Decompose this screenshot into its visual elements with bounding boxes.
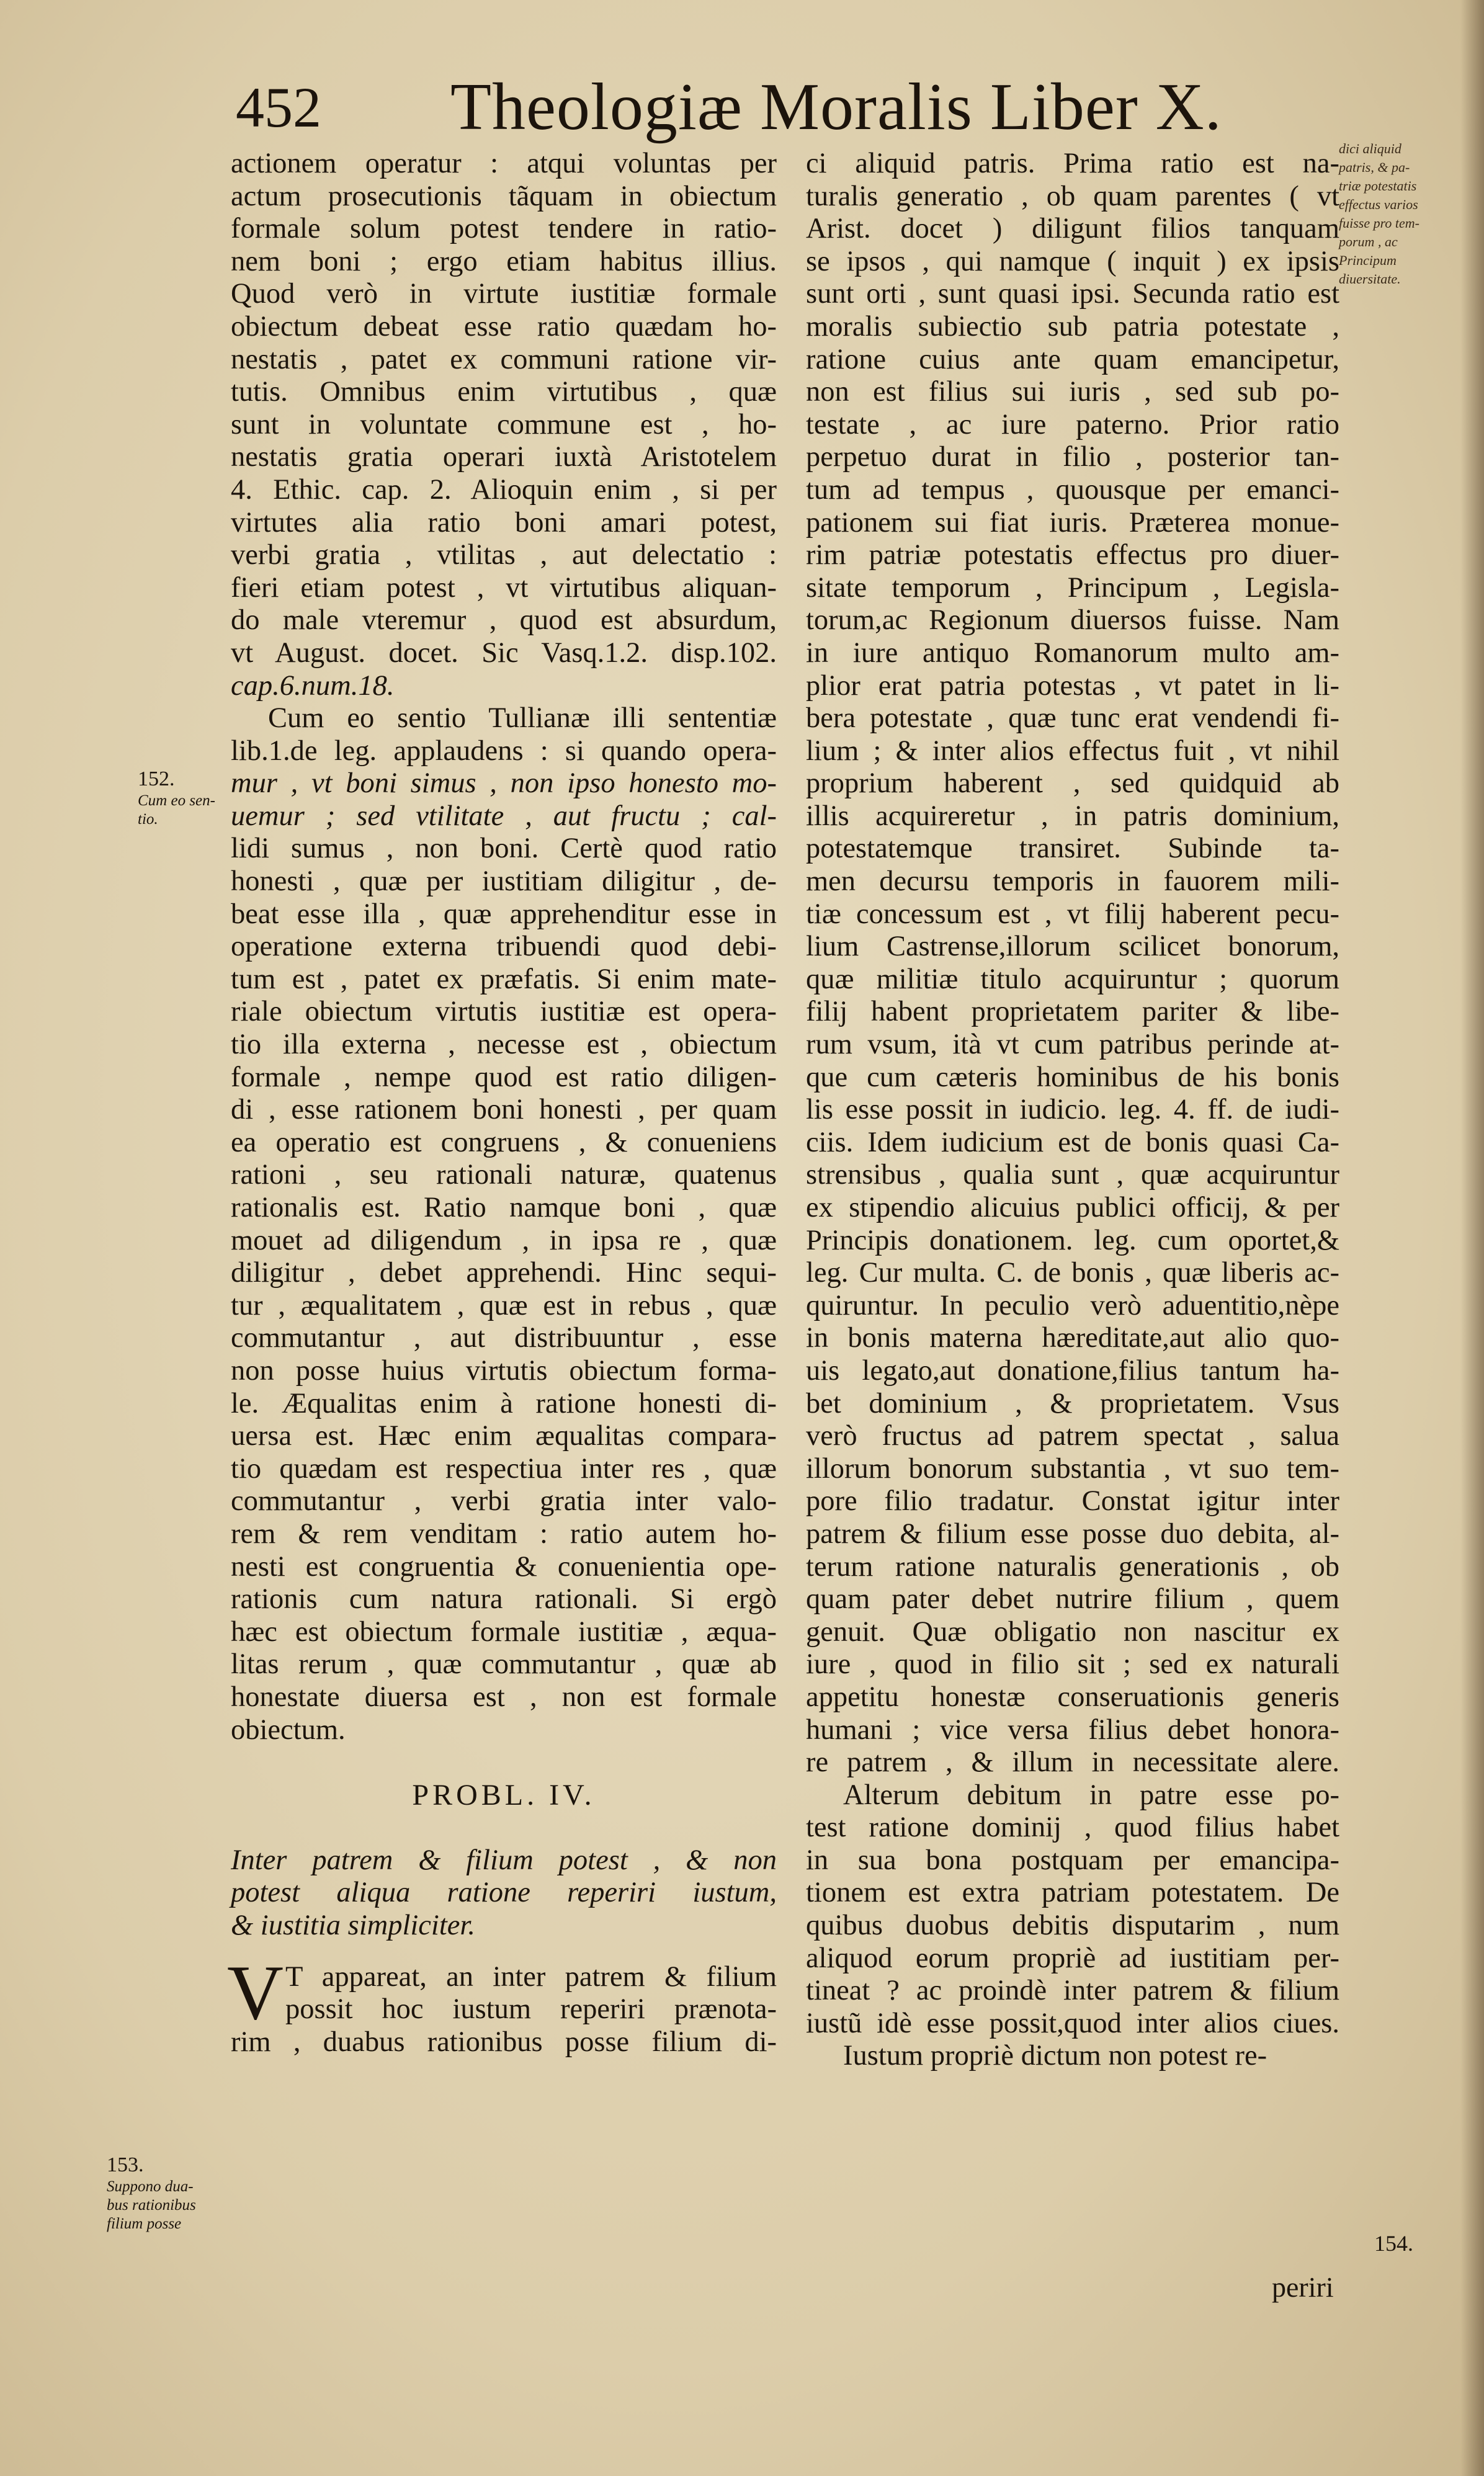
margin-note-153 [107,2153,231,2233]
text-line: obiectum debeat esse ratio quædam ho- [231,310,777,342]
text-line: nestatis , patet ex communi ratione vir- [231,343,777,375]
page-header [236,70,1290,144]
text-line: formale , nempe quod est ratio diligen- [231,1061,777,1093]
text-line: moralis subiectio sub patria potestate , [806,310,1339,342]
text-line: tio illa externa , necesse est , obiectum [231,1029,777,1061]
text-line: Quod verò in virtute iustitiæ formale [231,278,777,310]
text-line: nestatis gratia operari iuxtà Aristotelem [231,441,777,473]
text-line: sunt orti , sunt quasi ipsi. Secunda ratio est [806,278,1339,310]
text-line: in sua bona postquam per emancipa- [806,1844,1339,1876]
text-line: possit hoc iustum reperiri prænota- [285,1993,777,2026]
page-gutter-shadow [1460,0,1484,2476]
text-line: filij habent proprietatem pariter & libe- [806,996,1339,1028]
spacer [231,1746,777,1779]
text-line: pore filio tradatur. Constat igitur inter [806,1485,1339,1517]
section-heading: PROBL. IV. [412,1778,596,1812]
text-line: patrem & filium esse posse duo debita, al- [806,1517,1339,1550]
text-line: commutantur , verbi gratia inter valo- [231,1485,777,1517]
text-line: riale obiectum virtutis iustitiæ est opera- [231,996,777,1028]
margin-note-154-number: 154. [1374,2231,1413,2256]
text-line: formale solum potest tendere in ratio- [231,213,777,245]
text-line: tiæ concessum est , vt filij haberent pecu- [806,898,1339,930]
text-line: bet dominium , & proprietatem. Vsus [806,1387,1339,1419]
text-line: turalis generatio , ob quam parentes ( vt [806,180,1339,212]
text-line: ratione cuius ante quam emancipetur, [806,343,1339,375]
text-line: Arist. docet ) diligunt filios tanquam [806,213,1339,245]
text-line: operatione externa tribuendi quod debi- [231,931,777,963]
text-line: in bonis materna hæreditate,aut alio quo- [806,1322,1339,1354]
text-line: cap.6.num.18. [231,669,395,702]
text-line: terum ratione naturalis generationis , ob [806,1550,1339,1583]
text-line: Alterum debitum in patre esse po- [843,1779,1339,1811]
text-line: Principis donationem. leg. cum oportet,& [806,1224,1339,1256]
text-line: uemur ; sed vtilitate , aut fructu ; cal- [231,800,777,832]
text-line: fieri etiam potest , vt virtutibus aliquan- [231,571,777,604]
text-line: re patrem , & illum in necessitate alere. [806,1746,1339,1779]
text-line: nem boni ; ergo etiam habitus illius. [231,245,777,277]
margin-note-152 [138,767,225,829]
text-line: tutis. Omnibus enim virtutibus , quæ [231,376,777,408]
margin-note-line: patris, & pa- [1339,159,1410,175]
text-line: quam pater debet nutrire filium , quem [806,1583,1339,1616]
text-line: sunt in voluntate commune est , ho- [231,408,777,440]
text-line: do male vteremur , quod est absurdum, [231,604,777,637]
text-line: virtutes alia ratio boni amari potest, [231,506,777,539]
text-line: tur , æqualitatem , quæ est in rebus , quæ [231,1289,777,1321]
text-line: obiectum. [231,1714,346,1746]
text-line: genuit. Quæ obligatio non nascitur ex [806,1616,1339,1648]
text-line: hæc est obiectum formale iustitiæ , æqua- [231,1616,777,1648]
margin-note-line: Principum [1339,253,1397,268]
text-line: illorum bonorum substantia , vt suo tem- [806,1452,1339,1485]
text-line: le. Æqualitas enim à ratione honesti di- [231,1387,777,1419]
text-line: plior erat patria potestas , vt patet in li- [806,669,1339,702]
text-line: beat esse illa , quæ apprehenditur esse in [231,898,777,930]
text-line: non posse huius virtutis obiectum forma- [231,1354,777,1387]
text-line: tio quædam est respectiua inter res , quæ [231,1452,777,1485]
text-line: tum ad tempus , quousque per emanci- [806,473,1339,506]
margin-note-line: bus rationibus [107,2197,196,2214]
text-line: bera potestate , quæ tunc erat vendendi fi- [806,702,1339,735]
text-line: uis legato,aut donatione,filius tantum ha- [806,1354,1339,1387]
text-line: perpetuo durat in filio , posterior tan- [806,441,1339,473]
text-line: rationi , seu rationali naturæ, quatenus [231,1159,777,1191]
text-line: lib.1.de leg. applaudens : si quando opera- [231,735,777,767]
text-line: sitate temporum , Principum , Legisla- [806,571,1339,604]
section-title-line: & iustitia simpliciter. [231,1910,475,1942]
text-line: lium Castrense,illorum scilicet bonorum, [806,931,1339,963]
text-line: honestate diuersa est , non est formale [231,1681,777,1713]
text-line: litas rerum , quæ commutantur , quæ ab [231,1648,777,1681]
text-line: verbi gratia , vtilitas , aut delectatio : [231,539,777,571]
right-column [806,148,1339,2073]
text-line: Iustum propriè dictum non potest re- [843,2040,1267,2072]
text-line: rim patriæ potestatis effectus pro diuer- [806,539,1339,571]
text-line: Cum eo sentio Tullianæ illi sententiæ [268,702,777,735]
text-line: diligitur , debet apprehendi. Hinc sequi- [231,1257,777,1289]
text-line: pationem sui fiat iuris. Præterea monue- [806,506,1339,539]
margin-note-line: porum , ac [1339,234,1398,249]
margin-note-line: filium posse [107,2215,182,2232]
text-line: tum est , patet ex præfatis. Si enim mate- [231,963,777,995]
text-line: leg. Cur multa. C. de bonis , quæ liberis ac- [806,1257,1339,1289]
text-line: ci aliquid patris. Prima ratio est na- [806,148,1339,179]
text-line: potestatemque transiret. Subinde ta- [806,833,1339,865]
text-line: actionem operatur : atqui voluntas per [231,148,777,179]
spacer [231,1812,777,1844]
text-line: nesti est congruentia & conuenientia ope- [231,1550,777,1583]
text-line: vt August. docet. Sic Vasq.1.2. disp.102. [231,637,777,669]
text-line: aliquod eorum propriè ad iustitiam per- [806,1942,1339,1974]
text-line: actum prosecutionis tãquam in obiectum [231,180,777,212]
text-line: ea operatio est congruens , & conueniens [231,1126,777,1158]
text-line: ex stipendio alicuius publici officij, & per [806,1192,1339,1223]
text-line: di , esse rationem boni honesti , per quam [231,1094,777,1126]
text-line: strensibus , qualia sunt , quæ acquiruntur [806,1159,1339,1191]
text-line: uersa est. Hæc enim æqualitas compara- [231,1420,777,1452]
text-line: non est filius sui iuris , sed sub po- [806,376,1339,408]
text-line: mouet ad diligendum , in ipsa re , quæ [231,1224,777,1256]
margin-note-line: triæ potestatis [1339,178,1417,194]
text-line: iustũ idè esse possit,quod inter alios ciues. [806,2007,1339,2039]
text-line: commutantur , aut distribuuntur , esse [231,1322,777,1354]
spacer [231,1942,777,1961]
text-line: honesti , quæ per iustitiam diligitur , de- [231,865,777,898]
margin-note-line: diuersitate. [1339,271,1401,287]
text-line: proprium haberent , sed quidquid ab [806,767,1339,800]
text-line: tineat ? ac proindè inter patrem & filium [806,1975,1339,2007]
section-title-line: potest aliqua ratione reperiri iustum, [231,1877,777,1909]
text-line: quiruntur. In peculio verò aduentitio,nèpe [806,1289,1339,1321]
text-line: rim , duabus rationibus posse filium di- [231,2026,777,2058]
text-line: humani ; vice versa filius debet honora- [806,1714,1339,1746]
text-line: se ipsos , qui namque ( inquit ) ex ipsis [806,245,1339,277]
text-line: in iure antiquo Romanorum multo am- [806,637,1339,669]
text-line: 4. Ethic. cap. 2. Alioquin enim , si per [231,473,777,506]
left-column [227,148,777,2058]
text-line: que cum cæteris hominibus de his bonis [806,1061,1339,1093]
text-line: mur , vt boni simus , non ipso honesto mo- [231,767,777,800]
text-line: quæ militiæ titulo acquiruntur ; quorum [806,963,1339,995]
text-line: rum vsum, ità vt cum patribus perinde at- [806,1029,1339,1061]
text-line: lis esse possit in iudicio. leg. 4. ff. de iudi- [806,1094,1339,1126]
text-line: verò fructus ad patrem spectat , salua [806,1420,1339,1452]
running-title: Theologiæ Moralis Liber X. [450,70,1222,144]
margin-note-line: effectus varios [1339,197,1418,212]
text-line: rem & rem venditam : ratio autem ho- [231,1517,777,1550]
text-line: rationis cum natura rationali. Si ergò [231,1583,777,1616]
page-number: 452 [236,76,321,139]
margin-note-line: fuisse pro tem- [1339,215,1419,231]
margin-note-line: dici aliquid [1339,141,1401,156]
text-line: tionem est extra patriam potestatem. De [806,1877,1339,1909]
catchword: periri [1272,2271,1334,2303]
text-line-content: T appareat, an inter patrem & filium [285,1960,777,1993]
text-line: appetitu honestæ conseruationis generis [806,1681,1339,1713]
text-line: lium ; & inter alios effectus fuit , vt nihil [806,735,1339,767]
text-line: illis acquireretur , in patris dominium, [806,800,1339,832]
text-line: test ratione dominij , quod filius habet [806,1812,1339,1844]
text-line: testate , ac iure paterno. Prior ratio [806,408,1339,440]
text-line: torum,ac Regionum diuersos fuisse. Nam [806,604,1339,637]
text-line: men decursu temporis in fauorem mili- [806,865,1339,898]
text-line: rationalis est. Ratio namque boni , quæ [231,1192,777,1223]
drop-cap: V [227,1949,284,2036]
text-line: iure , quod in filio sit ; sed ex naturali [806,1648,1339,1681]
margin-note-line: Cum eo sen- [138,792,215,809]
margin-note-line: Suppono dua- [107,2178,194,2195]
margin-note-number: 153. [107,2153,144,2176]
text-line: ciis. Idem iudicium est de bonis quasi Ca- [806,1126,1339,1158]
section-title-line: Inter patrem & filium potest , & non [231,1844,777,1876]
margin-note-number: 152. [138,767,175,790]
text-line: quibus duobus debitis disputarim , num [806,1910,1339,1942]
text-line: lidi sumus , non boni. Certè quod ratio [231,833,777,865]
margin-note-right [1339,140,1463,288]
margin-note-line: tio. [138,811,158,828]
